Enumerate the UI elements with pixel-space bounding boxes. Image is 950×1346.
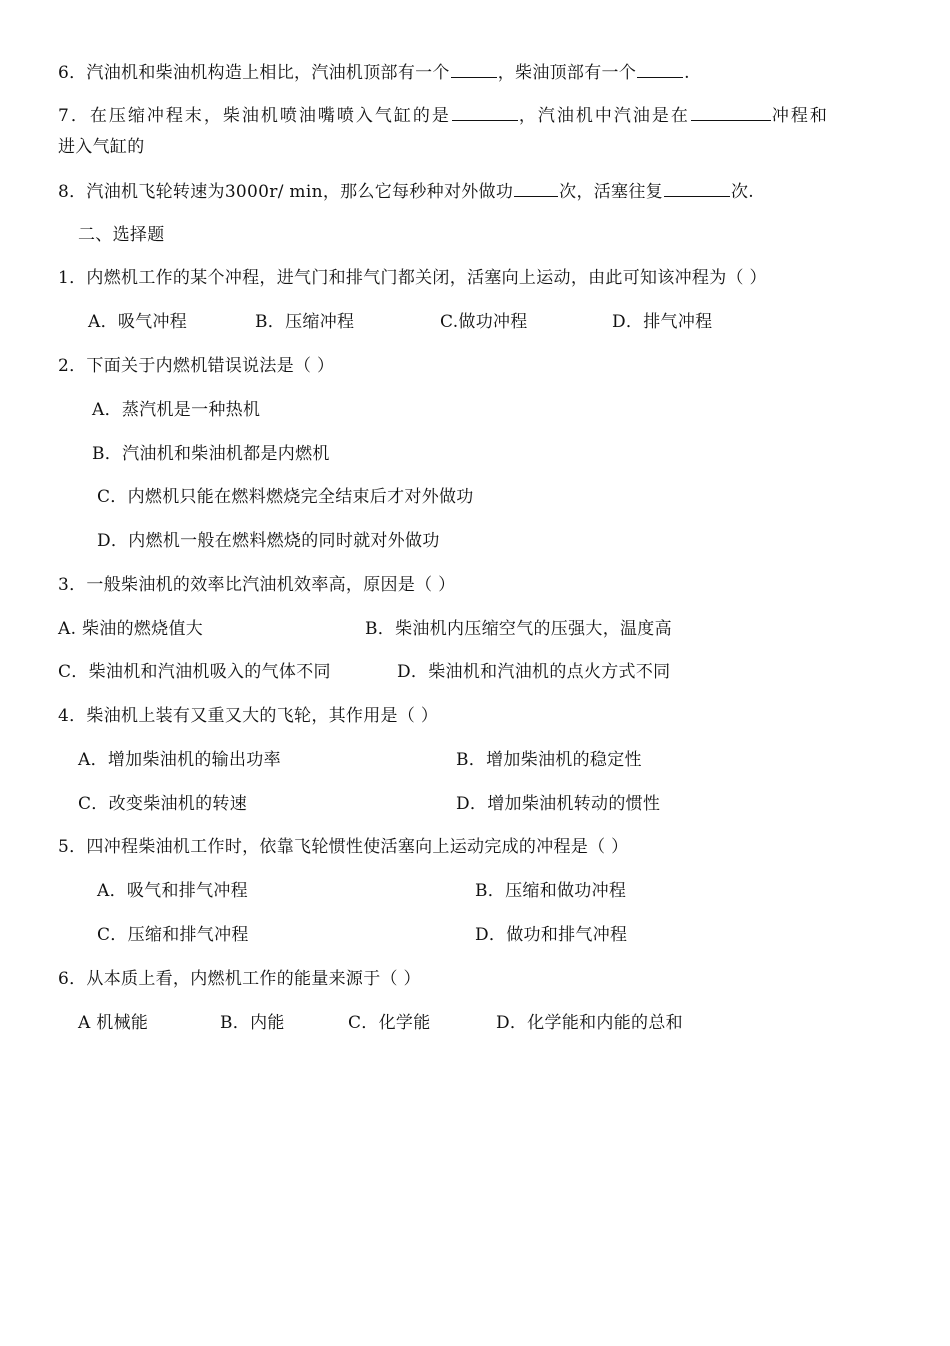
choice-q3-option-b[interactable]: B．柴油机内压缩空气的压强大，温度高 [365, 619, 672, 639]
answer-blank[interactable] [637, 61, 683, 78]
answer-blank[interactable] [452, 104, 518, 121]
fill-q8-text-b: 次，活塞往复 [559, 182, 663, 202]
choice-q1-option-c[interactable]: C.做功冲程 [440, 312, 528, 332]
choice-question-5-stem: 5．四冲程柴油机工作时，依靠飞轮惯性使活塞向上运动完成的冲程是（ ） [58, 837, 629, 857]
fill-q6-text-a: 6．汽油机和柴油机构造上相比，汽油机顶部有一个 [58, 63, 450, 83]
choice-q4-option-b[interactable]: B．增加柴油机的稳定性 [456, 750, 642, 770]
answer-blank[interactable] [691, 104, 771, 121]
fill-question-8 [58, 180, 754, 203]
fill-q7-text-d: 进入气缸的 [58, 137, 145, 157]
choice-q5-option-a[interactable]: A．吸气和排气冲程 [97, 881, 248, 901]
choice-question-3-stem: 3．一般柴油机的效率比汽油机效率高，原因是（ ） [58, 575, 456, 595]
fill-question-7 [58, 104, 829, 127]
section-heading: 二、选择题 [78, 225, 165, 245]
fill-q8-text-a: 8．汽油机飞轮转速为3000r/ min，那么它每秒种对外做功 [58, 182, 514, 202]
choice-q6-option-d[interactable]: D．化学能和内能的总和 [496, 1013, 683, 1033]
fill-q7-text-a: 7．在压缩冲程末，柴油机喷油嘴喷入气缸的是 [58, 106, 451, 126]
choice-q2-option-a[interactable]: A．蒸汽机是一种热机 [92, 400, 261, 420]
choice-q5-option-b[interactable]: B．压缩和做功冲程 [475, 881, 627, 901]
choice-q1-option-a[interactable]: A．吸气冲程 [88, 312, 188, 332]
choice-q3-option-a[interactable]: A. 柴油的燃烧值大 [58, 619, 204, 639]
choice-q4-option-d[interactable]: D．增加柴油机转动的惯性 [456, 794, 661, 814]
choice-q5-option-d[interactable]: D．做功和排气冲程 [475, 925, 628, 945]
choice-q6-option-c[interactable]: C．化学能 [348, 1013, 431, 1033]
choice-q3-option-c[interactable]: C．柴油机和汽油机吸入的气体不同 [58, 662, 331, 682]
fill-question-6 [58, 61, 690, 84]
fill-q6-text-b: ，柴油顶部有一个 [497, 63, 637, 83]
answer-blank[interactable] [451, 61, 497, 78]
choice-q6-option-b[interactable]: B．内能 [220, 1013, 285, 1033]
fill-q8-text-c: 次. [730, 182, 754, 202]
choice-q1-option-b[interactable]: B．压缩冲程 [255, 312, 355, 332]
choice-question-6-stem: 6．从本质上看，内燃机工作的能量来源于（ ） [58, 969, 421, 989]
choice-q2-option-d[interactable]: D．内燃机一般在燃料燃烧的同时就对外做功 [97, 531, 440, 551]
choice-q1-option-d[interactable]: D．排气冲程 [612, 312, 713, 332]
choice-q2-option-c[interactable]: C．内燃机只能在燃料燃烧完全结束后才对外做功 [97, 487, 474, 507]
answer-blank[interactable] [514, 180, 558, 197]
choice-question-2-stem: 2．下面关于内燃机错误说法是（ ） [58, 356, 335, 376]
fill-q6-text-c: . [684, 63, 690, 83]
fill-q7-text-c: 冲程和 [771, 106, 829, 126]
choice-q2-option-b[interactable]: B．汽油机和柴油机都是内燃机 [92, 444, 330, 464]
choice-q4-option-a[interactable]: A．增加柴油机的输出功率 [78, 750, 281, 770]
choice-q3-option-d[interactable]: D．柴油机和汽油机的点火方式不同 [397, 662, 671, 682]
choice-q6-option-a[interactable]: A 机械能 [78, 1013, 149, 1033]
choice-question-4-stem: 4．柴油机上装有又重又大的飞轮，其作用是（ ） [58, 706, 439, 726]
choice-q4-option-c[interactable]: C．改变柴油机的转速 [78, 794, 248, 814]
choice-question-1-stem: 1．内燃机工作的某个冲程，进气门和排气门都关闭，活塞向上运动，由此可知该冲程为（ ） [58, 268, 767, 288]
fill-q7-text-b: ，汽油机中汽油是在 [518, 106, 690, 126]
choice-q5-option-c[interactable]: C．压缩和排气冲程 [97, 925, 249, 945]
answer-blank[interactable] [664, 180, 730, 197]
fill-question-7-continuation [58, 136, 145, 158]
